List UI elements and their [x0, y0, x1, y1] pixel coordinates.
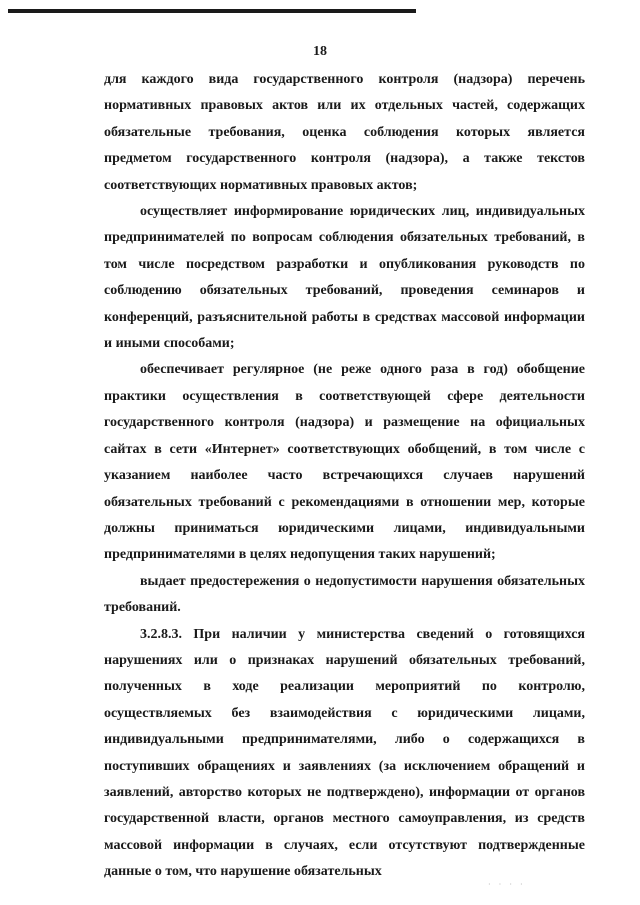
paragraph-informing: осуществляет информирование юридических лиц, индивидуальных предпринимателей по вопросам соблюдения обязательных требований, в том числе посредством разработки и опубликования руководств по соблюдению обязательных требований, проведения семинаров и конференций, разъяснительной работы в средствах массовой информации и иными способами;	[104, 204, 585, 352]
paragraph-generalization: обеспечивает регулярное (не реже одного раза в год) обобщение практики осуществления в соответствующей сфере деятельности государственного контроля (надзора) и размещение на официальных сайтах в сети «Интернет» соответствующих обобщений, в том числе с указанием наиболее часто встречающихся случаев нарушений обязательных требований с рекомендациями в отношении мер, которые должны приниматься юридическими лицами, индивидуальными предпринимателями в целях недопущения таких нарушений;	[104, 362, 585, 563]
paragraph-clause-3-2-8-3: 3.2.8.3. При наличии у министерства сведений о готовящихся нарушениях или о признаках нарушений обязательных требований, полученных в ходе реализации мероприятий по контролю, осуществляемых без взаимодействия с юридическими лицами, индивидуальными предпринимателями, либо о содержащихся в поступивших обращениях и заявлениях (за исключением обращений и заявлений, авторство которых не подтверждено), информации от органов государственной власти, органов местного самоуправления, из средств массовой информации в случаях, если отсутствуют подтвержденные данные о том, что нарушение обязательных	[104, 626, 585, 880]
document-body	[104, 67, 585, 886]
paragraph-warnings: выдает предостережения о недопустимости нарушения обязательных требований.	[104, 573, 585, 616]
page-number: 18	[313, 44, 327, 59]
scan-artifact: · · · ·	[488, 880, 526, 889]
top-border-rule	[8, 9, 416, 13]
paragraph-list-continuation: для каждого вида государственного контроля (надзора) перечень нормативных правовых актов или их отдельных частей, содержащих обязательные требования, оценка соблюдения которых является предметом государственного контроля (надзора), а также текстов соответствующих нормативных правовых актов;	[104, 72, 585, 193]
